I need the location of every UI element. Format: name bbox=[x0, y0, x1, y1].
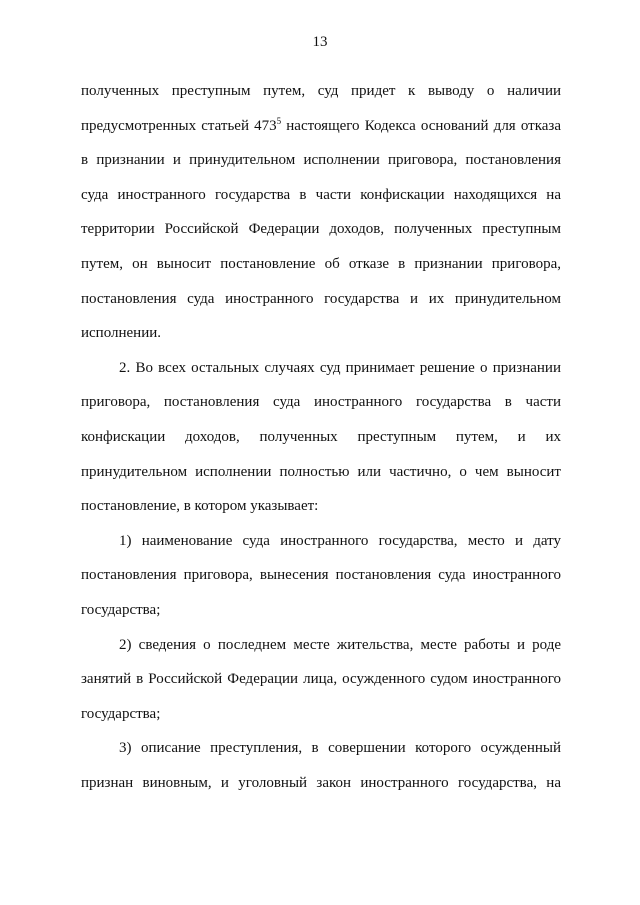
page-number: 13 bbox=[312, 34, 328, 50]
text-line: занятий в Российской Федерации лица, осужденного судом иностранного bbox=[81, 671, 561, 688]
text-fragment: предусмотренных статьей 473 bbox=[81, 117, 277, 134]
text-line: государства; bbox=[81, 601, 161, 618]
text-line: 3) описание преступления, в совершении которого осужденный bbox=[119, 740, 561, 757]
text-line: 1) наименование суда иностранного государства, место и дату bbox=[119, 532, 561, 549]
subitem-2 bbox=[81, 628, 561, 732]
text-line: в признании и принудительном исполнении приговора, постановления bbox=[81, 152, 561, 169]
text-line: суда иностранного государства в части конфискации находящихся на bbox=[81, 186, 561, 203]
paragraph-continuation bbox=[81, 74, 561, 351]
subitem-3 bbox=[81, 731, 561, 800]
document-body bbox=[81, 74, 561, 800]
text-line: территории Российской Федерации доходов, полученных преступным bbox=[81, 221, 561, 238]
text-line: постановление, в котором указывает: bbox=[81, 498, 319, 515]
text-line: государства; bbox=[81, 705, 161, 722]
text-line: признан виновным, и уголовный закон иностранного государства, на bbox=[81, 774, 561, 791]
subitem-1 bbox=[81, 524, 561, 628]
superscript-article-number: 5 bbox=[276, 115, 282, 126]
text-line: постановления суда иностранного государства и их принудительном bbox=[81, 290, 561, 307]
text-line: постановления приговора, вынесения постановления суда иностранного bbox=[81, 567, 561, 584]
paragraph-item-2 bbox=[81, 351, 561, 524]
text-line: 2. Во всех остальных случаях суд принимает решение о признании bbox=[119, 359, 561, 376]
text-line: 2) сведения о последнем месте жительства, месте работы и роде bbox=[119, 636, 561, 653]
text-line: полученных преступным путем, суд придет к выводу о наличии bbox=[81, 83, 561, 99]
text-line: путем, он выносит постановление об отказе в признании приговора, bbox=[81, 255, 561, 272]
text-fragment: настоящего Кодекса оснований для отказа bbox=[281, 117, 561, 134]
text-line: приговора, постановления суда иностранного государства в части bbox=[81, 394, 561, 411]
text-line-with-superscript bbox=[81, 109, 561, 144]
text-line: исполнении. bbox=[81, 325, 162, 342]
text-line: принудительном исполнении полностью или частично, о чем выносит bbox=[81, 463, 561, 480]
text-line: конфискации доходов, полученных преступным путем, и их bbox=[81, 428, 561, 445]
